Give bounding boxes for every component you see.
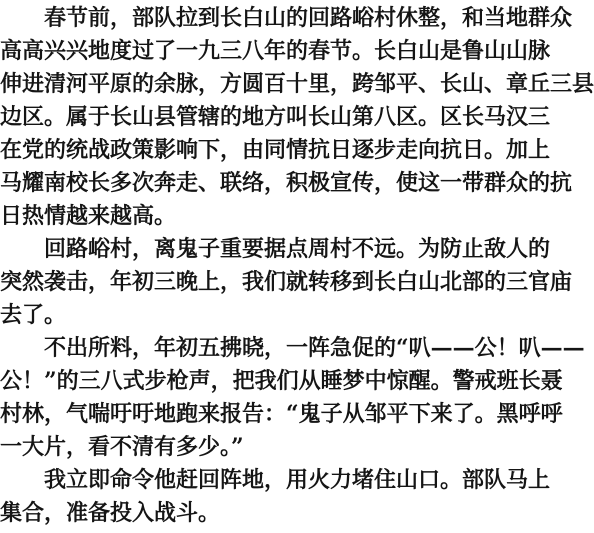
paragraph-3-line-3: 村林，气喘吁吁地跑来报告：“鬼子从邹平下来了。黑呼呼 xyxy=(0,401,563,427)
paragraph-3-line-1: 不出所料，年初五拂晓，一阵急促的“叭——公！叭—— xyxy=(44,335,585,361)
paragraph-1-line-2: 高高兴兴地度过了一九三八年的春节。长白山是鲁山山脉 xyxy=(0,38,551,64)
paragraph-1-line-1: 春节前，部队拉到长白山的回路峪村休整，和当地群众 xyxy=(44,5,573,31)
paragraph-1-line-7: 日热情越来越高。 xyxy=(0,203,177,229)
paragraph-3-line-2: 公！”的三八式步枪声，把我们从睡梦中惊醒。警戒班长聂 xyxy=(0,368,563,394)
paragraph-1-line-3: 伸进清河平原的余脉，方圆百十里，跨邹平、长山、章丘三县 xyxy=(0,71,594,97)
paragraph-3-line-4: 一大片，看不清有多少。” xyxy=(0,434,244,460)
paragraph-1-line-5: 在党的统战政策影响下，由同情抗日逐步走向抗日。加上 xyxy=(0,137,551,163)
paragraph-2-line-1: 回路峪村，离鬼子重要据点周村不远。为防止敌人的 xyxy=(44,236,551,262)
paragraph-4-line-2: 集合，准备投入战斗。 xyxy=(0,500,221,526)
paragraph-4-line-1: 我立即命令他赶回阵地，用火力堵住山口。部队马上 xyxy=(44,467,551,493)
paragraph-2-line-3: 去了。 xyxy=(0,302,67,328)
paragraph-1-line-4: 边区。属于长山县管辖的地方叫长山第八区。区长马汉三 xyxy=(0,104,551,130)
paragraph-2-line-2: 突然袭击，年初三晚上，我们就转移到长白山北部的三官庙 xyxy=(0,269,573,295)
paragraph-1-line-6: 马耀南校长多次奔走、联络，积极宣传，使这一带群众的抗 xyxy=(0,170,573,196)
